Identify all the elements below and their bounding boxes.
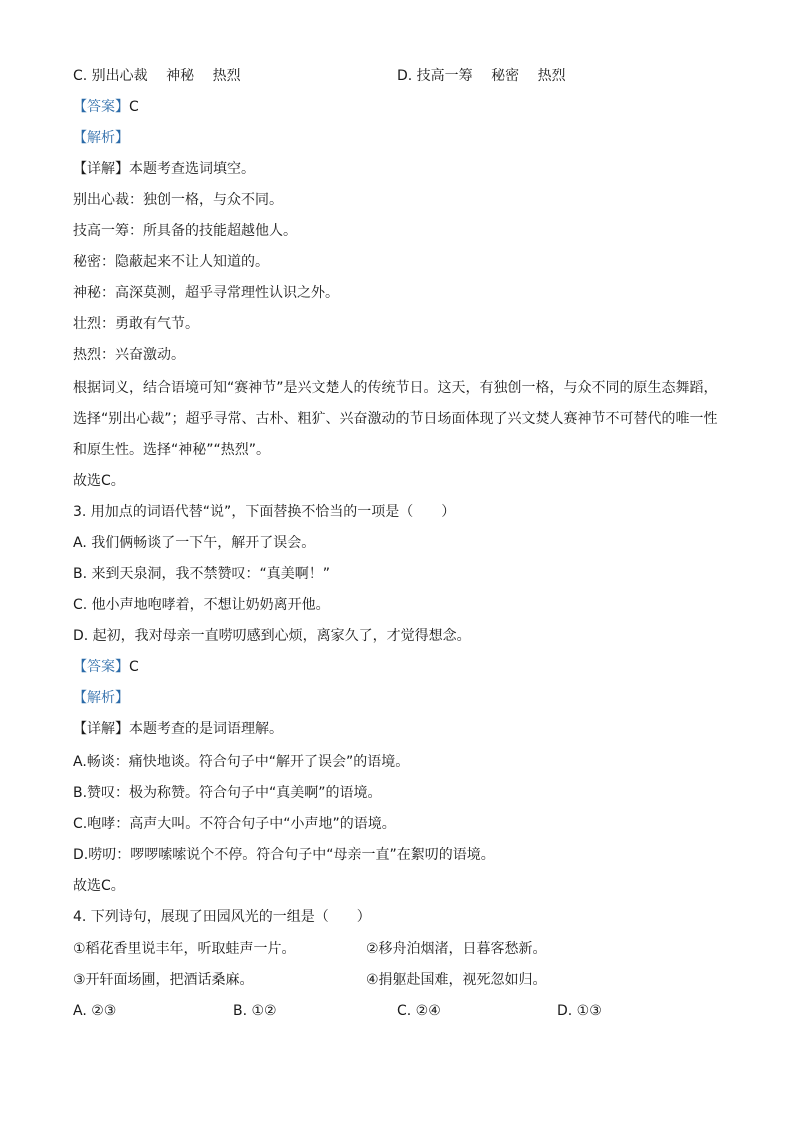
q3-stem: 3. 用加点的词语代替“说”，下面替换不恰当的一项是（ ） [73, 504, 456, 520]
q3-explanation: D.唠叨：啰啰嗦嗦说个不停。符合句子中“母亲一直”在絮叨的语境。 [73, 847, 495, 863]
q4-poem: ②移舟泊烟渚，日暮客愁新。 [366, 941, 547, 957]
q3-answer [73, 657, 139, 677]
q2-summary: 根据词义，结合语境可知“赛神节”是兴文楚人的传统节日。这天，有独创一格，与众不同的原生态舞蹈，选择“别出心裁”；超乎寻常、古朴、粗犷、兴奋激动的节日场面体现了兴文焚人赛神节不可替代的唯一性和原生性。选择“神秘”“热烈”。 [73, 380, 718, 458]
answer-value: C [129, 659, 139, 675]
detail-tag: 【详解】 [73, 161, 129, 177]
q2-analysis-tag: 【解析】 [73, 130, 129, 146]
q4-poem: ①稻花香里说丰年，听取蛙声一片。 [73, 941, 296, 957]
q2-conclusion: 故选C。 [73, 473, 125, 489]
q2-detail [73, 159, 255, 179]
q3-detail [73, 719, 283, 739]
q4-poem: ④捐躯赴国难，视死忽如归。 [366, 972, 547, 988]
q2-explanation: 秘密：隐蔽起来不让人知道的。 [73, 254, 269, 270]
q3-option: C. 他小声地咆哮着，不想让奶奶离开他。 [73, 597, 330, 613]
q4-stem: 4. 下列诗句，展现了田园风光的一组是（ ） [73, 909, 371, 925]
q4-choice: D. ①③ [557, 1003, 602, 1019]
q2-explanation: 神秘：高深莫测，超乎寻常理性认识之外。 [73, 285, 339, 301]
q3-explanation: C.咆哮：高声大叫。不符合句子中“小声地”的语境。 [73, 816, 396, 832]
q2-explanation: 热烈：兴奋激动。 [73, 347, 185, 363]
q2-explanation: 技高一筹：所具备的技能超越他人。 [73, 223, 297, 239]
detail-text: 本题考查的是词语理解。 [129, 721, 283, 737]
detail-tag: 【详解】 [73, 721, 129, 737]
q2-option-d: D. 技高一筹 秘密 热烈 [397, 68, 566, 84]
q3-analysis-tag: 【解析】 [73, 690, 129, 706]
answer-value: C [129, 99, 139, 115]
answer-tag: 【答案】 [73, 659, 129, 675]
q4-choice: C. ②④ [397, 1003, 441, 1019]
q4-poem: ③开轩面场圃，把酒话桑麻。 [73, 972, 254, 988]
q3-explanation: A.畅谈：痛快地谈。符合句子中“解开了误会”的语境。 [73, 754, 410, 770]
q3-option: B. 来到天泉洞，我不禁赞叹：“真美啊！” [73, 566, 331, 582]
q4-choice: A. ②③ [73, 1003, 117, 1019]
answer-tag: 【答案】 [73, 99, 129, 115]
q2-option-c: C. 别出心裁 神秘 热烈 [73, 68, 241, 84]
detail-text: 本题考查选词填空。 [129, 161, 255, 177]
q2-explanation: 别出心裁：独创一格，与众不同。 [73, 192, 283, 208]
q2-explanation: 壮烈：勇敢有气节。 [73, 316, 199, 332]
q3-option: D. 起初，我对母亲一直唠叨感到心烦，离家久了，才觉得想念。 [73, 628, 471, 644]
q4-choice: B. ①② [233, 1003, 277, 1019]
q2-answer [73, 97, 139, 117]
q3-explanation: B.赞叹：极为称赞。符合句子中“真美啊”的语境。 [73, 785, 382, 801]
q3-conclusion: 故选C。 [73, 878, 125, 894]
q3-option: A. 我们俩畅谈了一下午，解开了误会。 [73, 535, 316, 551]
